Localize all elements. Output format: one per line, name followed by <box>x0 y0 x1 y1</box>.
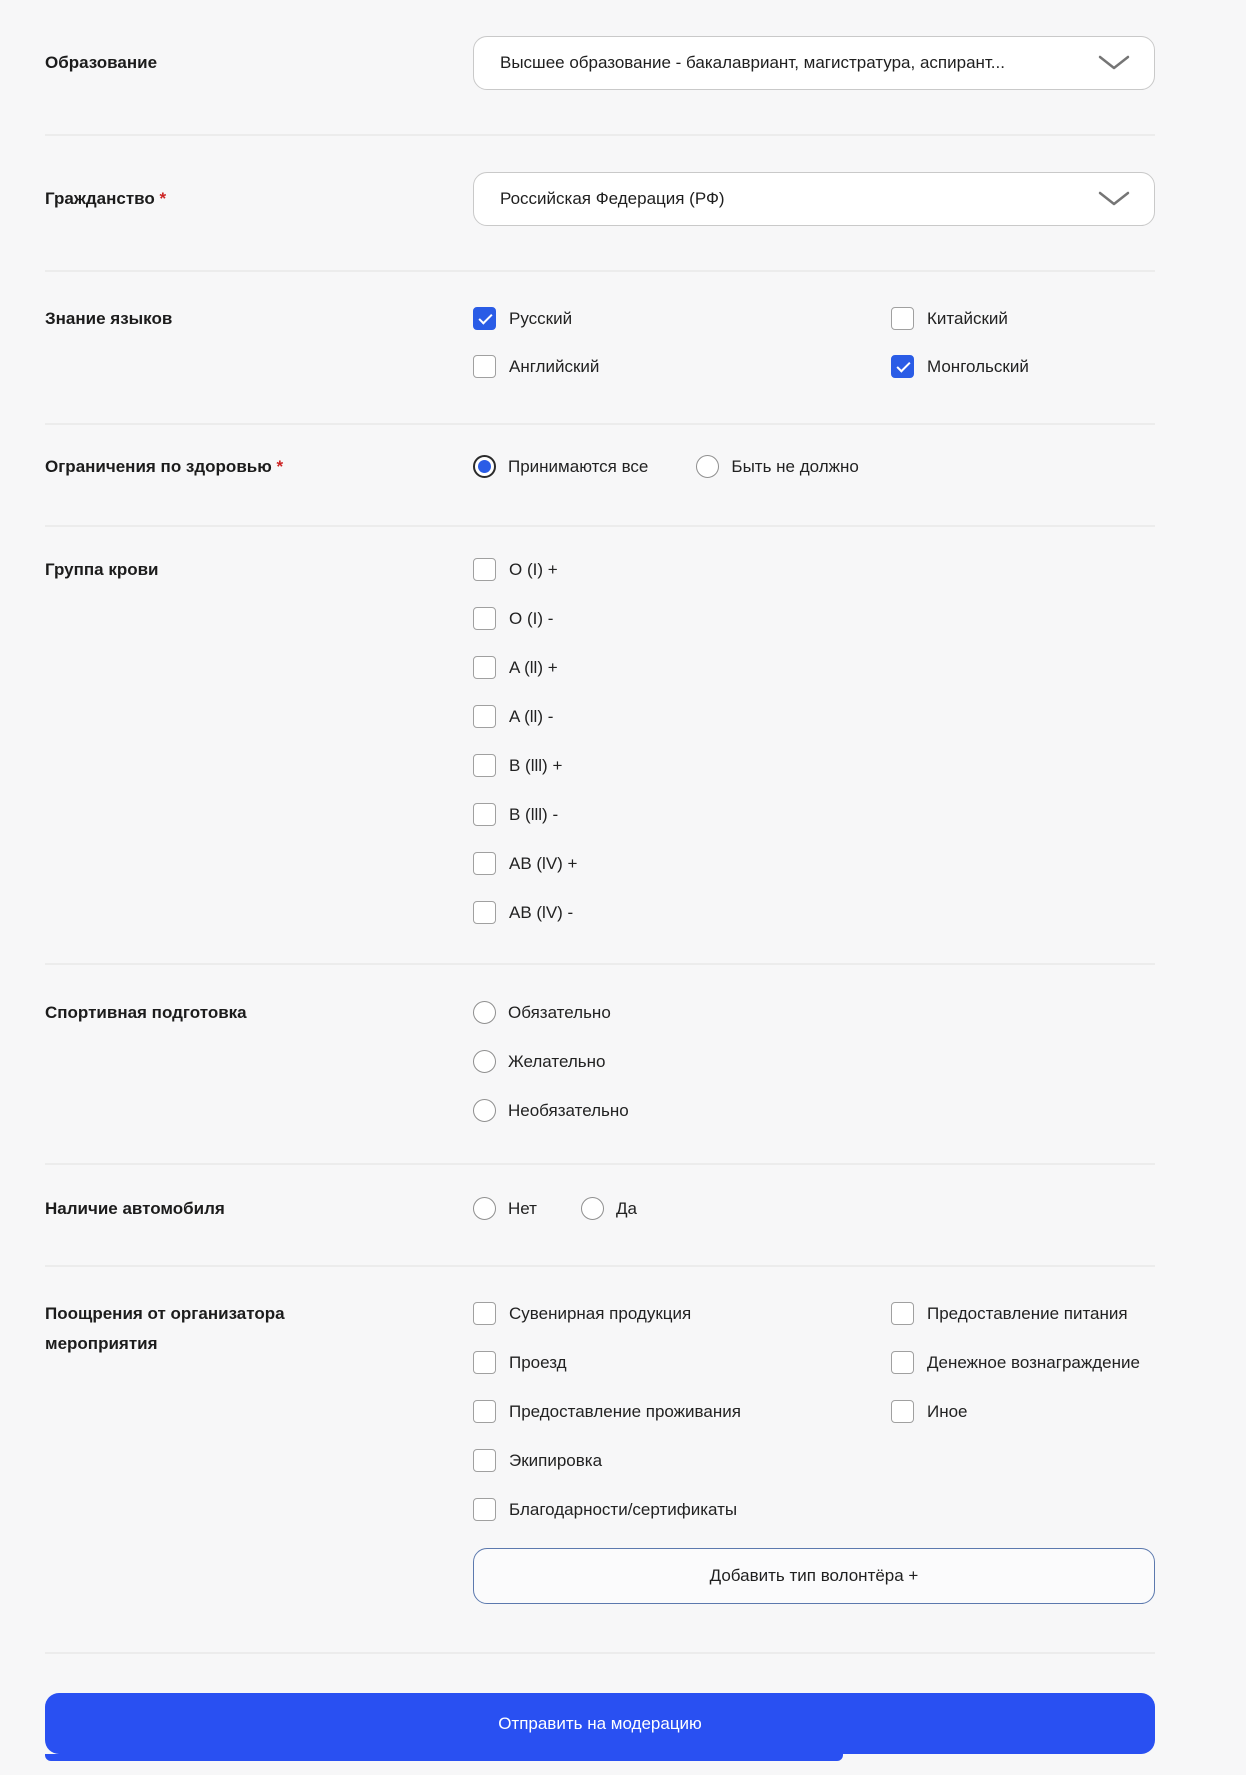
required-asterisk: * <box>276 457 284 476</box>
education-select-value: Высшее образование - бакалавриант, магистратура, аспирант... <box>500 53 1005 72</box>
checkbox-unchecked-icon[interactable] <box>473 1351 496 1374</box>
health-label-text: Ограничения по здоровью <box>45 457 272 476</box>
sport-label <box>45 998 473 1028</box>
checkbox-unchecked-icon[interactable] <box>473 901 496 924</box>
checkbox-reward-equipment[interactable] <box>473 1449 891 1472</box>
radio-label: Да <box>615 1199 637 1218</box>
checkbox-blood-b3-plus[interactable] <box>473 754 1155 777</box>
checkbox-unchecked-icon[interactable] <box>473 558 496 581</box>
checkbox-unchecked-icon[interactable] <box>473 852 496 875</box>
checkbox-reward-souvenirs[interactable] <box>473 1302 891 1325</box>
checkbox-unchecked-icon[interactable] <box>891 307 914 330</box>
checkbox-reward-other[interactable] <box>891 1400 1155 1423</box>
submit-button-sliver <box>45 1754 843 1761</box>
radio-unselected-icon[interactable] <box>581 1197 604 1220</box>
checkbox-blood-a2-plus[interactable] <box>473 656 1155 679</box>
form-row-rewards <box>45 1267 1155 1654</box>
radio-unselected-icon[interactable] <box>696 455 719 478</box>
checkbox-label: O (I) - <box>509 609 554 628</box>
checkbox-blood-a2-minus[interactable] <box>473 705 1155 728</box>
rewards-label <box>45 1299 473 1359</box>
checkbox-language-russian[interactable] <box>473 307 891 330</box>
checkbox-label: Проезд <box>509 1353 567 1372</box>
form-row-citizenship <box>45 136 1155 272</box>
checkbox-unchecked-icon[interactable] <box>473 754 496 777</box>
checkbox-language-chinese[interactable] <box>891 307 1155 330</box>
citizenship-label-text: Гражданство <box>45 189 155 208</box>
checkbox-label: AB (lV) + <box>509 854 578 873</box>
checkbox-label: Предоставление питания <box>927 1304 1128 1323</box>
checkbox-reward-money[interactable] <box>891 1351 1155 1374</box>
checkbox-label: Русский <box>509 309 573 328</box>
checkbox-checked-icon[interactable] <box>473 307 496 330</box>
checkbox-reward-accommodation[interactable] <box>473 1400 891 1423</box>
checkbox-label: Сувенирная продукция <box>509 1304 692 1323</box>
checkbox-label: A (ll) + <box>509 658 558 677</box>
radio-sport-optional[interactable] <box>473 1099 1155 1122</box>
form-row-blood-group <box>45 527 1155 965</box>
radio-car-yes[interactable] <box>581 1197 637 1220</box>
sport-label-text: Спортивная подготовка <box>45 1003 247 1022</box>
checkbox-reward-meals[interactable] <box>891 1302 1155 1325</box>
car-label-text: Наличие автомобиля <box>45 1199 225 1218</box>
languages-label <box>45 304 473 334</box>
checkbox-label: Денежное вознаграждение <box>927 1353 1140 1372</box>
checkbox-unchecked-icon[interactable] <box>473 656 496 679</box>
checkbox-reward-certificates[interactable] <box>473 1498 891 1521</box>
checkbox-label: B (lll) - <box>509 805 559 824</box>
radio-selected-icon[interactable] <box>473 455 496 478</box>
checkbox-label: AB (lV) - <box>509 903 574 922</box>
radio-health-accept-all[interactable] <box>473 455 648 478</box>
submit-moderation-button[interactable]: Отправить на модерацию <box>45 1693 1155 1754</box>
radio-label: Нет <box>508 1199 537 1218</box>
checkbox-blood-o1-plus[interactable] <box>473 558 1155 581</box>
checkbox-unchecked-icon[interactable] <box>891 1400 914 1423</box>
form-row-education <box>45 0 1155 136</box>
required-asterisk: * <box>159 189 167 208</box>
checkbox-label: B (lll) + <box>509 756 563 775</box>
form-row-sport-training <box>45 965 1155 1165</box>
checkbox-unchecked-icon[interactable] <box>473 705 496 728</box>
checkbox-blood-ab4-minus[interactable] <box>473 901 1155 924</box>
checkbox-label: O (I) + <box>509 560 558 579</box>
form-row-car <box>45 1165 1155 1267</box>
radio-health-none-allowed[interactable] <box>696 455 858 478</box>
checkbox-reward-transport[interactable] <box>473 1351 891 1374</box>
citizenship-select[interactable] <box>473 172 1155 226</box>
car-label <box>45 1194 473 1224</box>
checkbox-label: Предоставление проживания <box>509 1402 741 1421</box>
health-label <box>45 452 473 482</box>
radio-unselected-icon[interactable] <box>473 1050 496 1073</box>
checkbox-unchecked-icon[interactable] <box>473 1449 496 1472</box>
checkbox-label: Английский <box>509 357 600 376</box>
checkbox-label: Китайский <box>927 309 1008 328</box>
radio-label: Желательно <box>508 1052 606 1071</box>
radio-label: Необязательно <box>508 1101 629 1120</box>
checkbox-language-mongolian[interactable] <box>891 355 1155 378</box>
citizenship-label <box>45 172 473 226</box>
checkbox-blood-b3-minus[interactable] <box>473 803 1155 826</box>
checkbox-blood-ab4-plus[interactable] <box>473 852 1155 875</box>
radio-sport-required[interactable] <box>473 1001 1155 1024</box>
checkbox-language-english[interactable] <box>473 355 891 378</box>
checkbox-unchecked-icon[interactable] <box>891 1302 914 1325</box>
radio-unselected-icon[interactable] <box>473 1197 496 1220</box>
form-row-health-restrictions <box>45 425 1155 527</box>
checkbox-unchecked-icon[interactable] <box>473 1498 496 1521</box>
chevron-down-icon <box>1098 191 1130 212</box>
checkbox-blood-o1-minus[interactable] <box>473 607 1155 630</box>
form-row-submit <box>45 1654 1155 1761</box>
form-row-languages <box>45 272 1155 425</box>
radio-unselected-icon[interactable] <box>473 1099 496 1122</box>
checkbox-label: Монгольский <box>927 357 1029 376</box>
radio-label: Быть не должно <box>731 457 859 476</box>
radio-unselected-icon[interactable] <box>473 1001 496 1024</box>
blood-label <box>45 555 473 585</box>
checkbox-unchecked-icon[interactable] <box>473 803 496 826</box>
checkbox-unchecked-icon[interactable] <box>891 1351 914 1374</box>
languages-label-text: Знание языков <box>45 309 173 328</box>
blood-label-text: Группа крови <box>45 560 159 579</box>
education-label-text: Образование <box>45 53 158 72</box>
checkbox-unchecked-icon[interactable] <box>473 355 496 378</box>
education-select[interactable] <box>473 36 1155 90</box>
checkbox-unchecked-icon[interactable] <box>473 607 496 630</box>
rewards-label-text: Поощрения от организатора мероприятия <box>45 1304 285 1353</box>
checkbox-checked-icon[interactable] <box>891 355 914 378</box>
add-volunteer-type-button[interactable]: Добавить тип волонтёра + <box>473 1548 1155 1604</box>
citizenship-select-value: Российская Федерация (РФ) <box>500 189 725 208</box>
radio-sport-desirable[interactable] <box>473 1050 1155 1073</box>
checkbox-label: Экипировка <box>509 1451 603 1470</box>
checkbox-unchecked-icon[interactable] <box>473 1302 496 1325</box>
checkbox-label: Иное <box>927 1402 968 1421</box>
radio-car-no[interactable] <box>473 1197 537 1220</box>
checkbox-label: A (ll) - <box>509 707 554 726</box>
chevron-down-icon <box>1098 55 1130 76</box>
education-label <box>45 36 473 90</box>
radio-label: Принимаются все <box>508 457 649 476</box>
checkbox-unchecked-icon[interactable] <box>473 1400 496 1423</box>
checkbox-label: Благодарности/сертификаты <box>509 1500 738 1519</box>
radio-label: Обязательно <box>508 1003 611 1022</box>
